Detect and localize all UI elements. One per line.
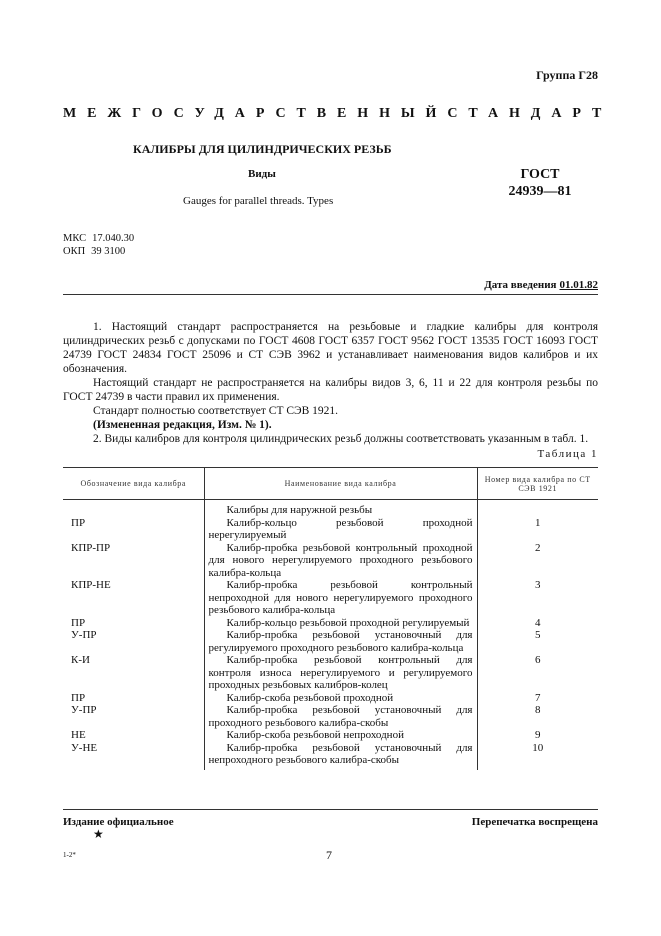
reprint-prohibited: Перепечатка воспрещена	[471, 816, 598, 828]
mks-label: МКС	[63, 233, 87, 244]
gauge-code: КПР-ПР	[71, 541, 111, 554]
table-row	[63, 579, 598, 617]
okp-code	[63, 245, 134, 258]
gauge-name: Калибр-пробка резьбовой установочный для непроходного резьбового калибра-скобы	[204, 742, 477, 770]
paragraph-4: 2. Виды калибров для контроля цилиндрических резьб должны соответствовать указанным в табл. 1.	[93, 433, 589, 445]
gauge-code: ПР	[71, 691, 86, 704]
intro-date-value: 01.01.82	[559, 279, 598, 291]
table-row	[63, 517, 598, 542]
gauge-code: У-НЕ	[71, 741, 98, 754]
gauge-code: ПР	[71, 616, 86, 629]
gauge-name: Калибр-кольцо резьбовой проходной регулируемый	[204, 617, 477, 630]
gauge-code: КПР-НЕ	[71, 579, 111, 591]
okp-label: ОКП	[63, 246, 86, 257]
table-row	[63, 654, 598, 692]
table-header-row	[63, 468, 598, 500]
gauge-name: Калибр-пробка резьбовой контрольный непроходной для нового нерегулируемого проходного резьбового калибра-кольца	[204, 579, 477, 617]
gauge-name: Калибр-пробка резьбовой установочный для проходного резьбового калибра-скобы	[204, 704, 477, 729]
paragraph-3: Стандарт полностью соответствует СТ СЭВ 1921.	[93, 405, 339, 417]
gauge-number: 10	[532, 741, 544, 754]
gauge-name: Калибр-скоба резьбовой проходной	[204, 692, 477, 705]
mks-value: 17.040.30	[92, 233, 135, 244]
table-section-title: Калибры для наружной резьбы	[204, 500, 477, 517]
header-number: Номер вида калибра по СТ СЭВ 1921	[477, 468, 598, 500]
page-number: 7	[326, 848, 332, 862]
group-label: Группа Г28	[536, 68, 598, 82]
gauge-code: НЕ	[71, 729, 86, 741]
header-divider	[63, 294, 598, 295]
table-row	[63, 617, 598, 630]
gauge-code: У-ПР	[71, 704, 97, 716]
mks-code	[63, 232, 134, 245]
body-text	[63, 320, 598, 446]
gauge-name: Калибр-пробка резьбовой установочный для регулируемого проходного резьбового калибра-кольца	[204, 629, 477, 654]
footer-divider	[63, 809, 598, 810]
gauge-types-table	[63, 467, 598, 770]
star-icon: ★	[93, 827, 104, 841]
gost-designation	[500, 166, 580, 200]
gauge-number: 9	[535, 729, 541, 741]
table-caption: Таблица 1	[537, 448, 598, 460]
paragraph-2: Настоящий стандарт не распространяется на калибры видов 3, 6, 11 и 22 для контроля резьбы по ГОСТ 24739 в части правил их применения.	[63, 377, 598, 403]
interstate-word: МЕЖГОСУДАРСТВЕННЫЙ	[63, 106, 448, 121]
gauge-number: 7	[535, 691, 541, 704]
gauge-name: Калибр-пробка резьбовой контрольный проходной для нового нерегулируемого проходного резьбового калибра-кольца	[204, 542, 477, 580]
intro-date-label: Дата введения	[484, 279, 557, 291]
gauge-number: 4	[535, 616, 541, 629]
paragraph-1: 1. Настоящий стандарт распространяется на резьбовые и гладкие калибры для контроля цилиндрических резьб с допусками по ГОСТ 4608 ГОСТ 6357 ГОСТ 9562 ГОСТ 13535 ГОСТ 16093 ГОСТ 24739 ГОСТ 24834 ГОСТ 25096 и СТ СЭВ 3962 и устанавливает наименования видов калибров и их обозначения.	[63, 321, 598, 375]
classification-codes	[63, 232, 134, 258]
gauge-number: 3	[535, 579, 541, 591]
amendment-note: (Измененная редакция, Изм. № 1).	[93, 419, 272, 431]
gauge-number: 6	[535, 654, 541, 666]
gauge-number: 5	[535, 629, 541, 641]
document-title: КАЛИБРЫ ДЛЯ ЦИЛИНДРИЧЕСКИХ РЕЗЬБ	[133, 142, 392, 156]
official-edition: Издание официальное	[63, 816, 174, 828]
english-title: Gauges for parallel threads. Types	[183, 195, 334, 207]
document-subtitle: Виды	[248, 168, 276, 180]
table-section-row	[63, 500, 598, 517]
introduction-date	[484, 279, 598, 291]
gauge-name: Калибр-скоба резьбовой непроходной	[204, 729, 477, 742]
table-row	[63, 692, 598, 705]
gauge-name: Калибр-пробка резьбовой контрольный для контроля износа нерегулируемого и регулируемого проходных резьбовых калибров-колец	[204, 654, 477, 692]
okp-value: 39 3100	[91, 246, 126, 257]
gost-number: 24939—81	[508, 184, 572, 199]
table-row	[63, 742, 598, 770]
gauge-number: 1	[535, 516, 541, 529]
gauge-code: ПР	[71, 516, 86, 529]
gauge-number: 2	[535, 541, 541, 554]
table-row	[63, 729, 598, 742]
gauge-name: Калибр-кольцо резьбовой проходной нерегулируемый	[204, 517, 477, 542]
standard-word: СТАНДАРТ	[447, 106, 613, 121]
gost-label: ГОСТ	[520, 167, 560, 182]
table-row	[63, 704, 598, 729]
gauge-code: У-ПР	[71, 629, 97, 641]
interstate-standard-banner	[63, 106, 613, 122]
print-signature: 1-2*	[63, 851, 76, 859]
table-row	[63, 542, 598, 580]
gauge-number: 8	[535, 704, 541, 716]
header-name: Наименование вида калибра	[204, 468, 477, 500]
table-row	[63, 629, 598, 654]
gauge-code: К-И	[71, 654, 90, 666]
header-designation: Обозначение вида калибра	[63, 468, 204, 500]
